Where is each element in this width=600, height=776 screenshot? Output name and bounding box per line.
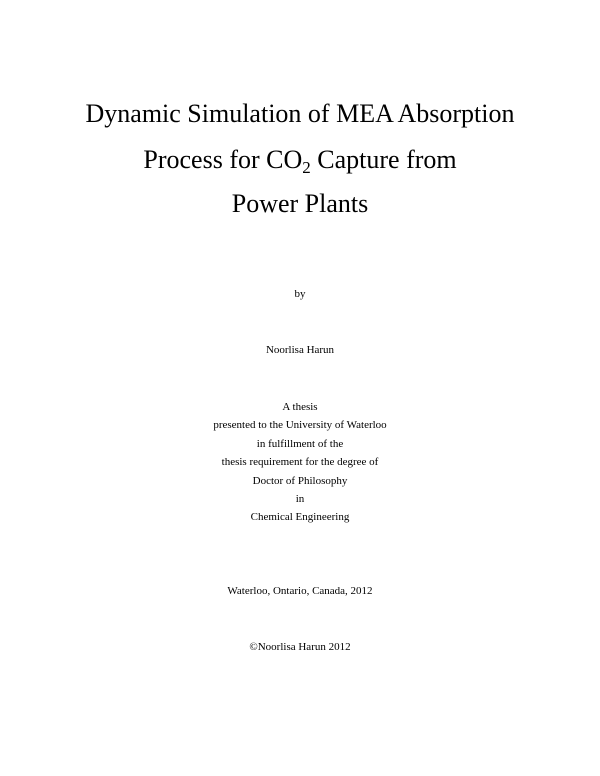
- thesis-statement-line: in fulfillment of the: [256, 437, 344, 450]
- thesis-statement-line: in: [295, 493, 305, 506]
- thesis-title-line-2: [0, 145, 600, 178]
- thesis-statement-line: A thesis: [282, 401, 318, 413]
- title-line-2-prefix: Process for CO: [143, 145, 303, 174]
- thesis-title-line-1: Dynamic Simulation of MEA Absorption: [85, 99, 515, 128]
- degree-name: Doctor of Philosophy: [252, 474, 348, 487]
- copyright-notice: ©Noorlisa Harun 2012: [249, 641, 351, 653]
- title-line-2-suffix: Capture from: [310, 145, 457, 174]
- program-name: Chemical Engineering: [250, 511, 350, 524]
- by-label: by: [294, 288, 306, 300]
- thesis-title-line-3: Power Plants: [231, 189, 369, 218]
- thesis-statement-line: presented to the University of Waterloo: [213, 419, 387, 432]
- title-subscript: 2: [302, 158, 311, 177]
- thesis-statement: [0, 398, 600, 527]
- place-and-year: Waterloo, Ontario, Canada, 2012: [227, 585, 373, 597]
- thesis-statement-line: thesis requirement for the degree of: [221, 456, 379, 469]
- author-name: Noorlisa Harun: [265, 344, 335, 356]
